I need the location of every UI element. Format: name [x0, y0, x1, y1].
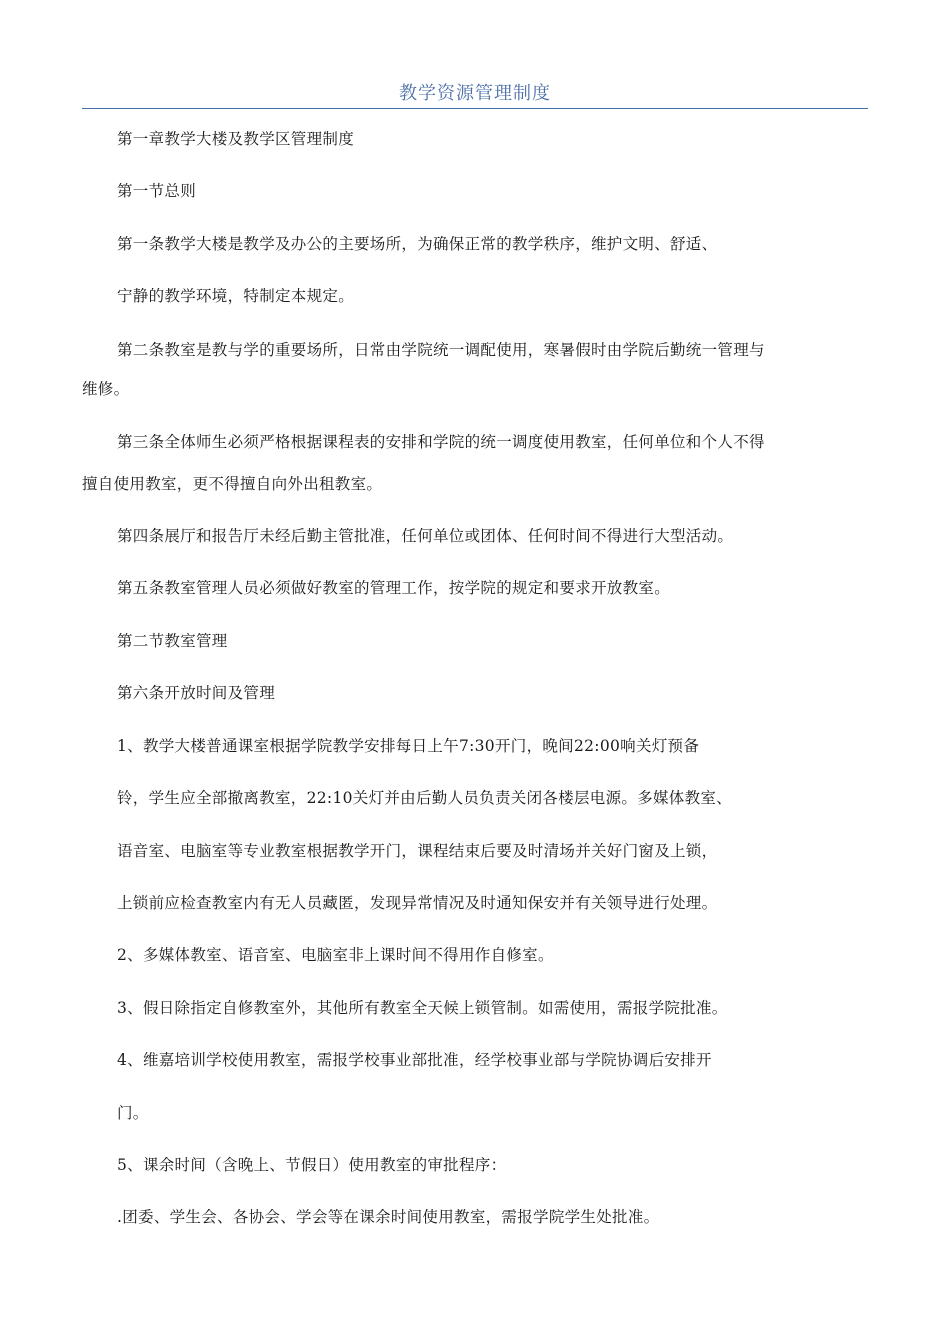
- paragraph-line: 第五条教室管理人员必须做好教室的管理工作，按学院的规定和要求开放教室。: [117, 579, 671, 597]
- list-item-line: 3、假日除指定自修教室外，其他所有教室全天候上锁管制。如需使用，需报学院批准。: [117, 999, 728, 1017]
- paragraph-line: 第三条全体师生必须严格根据课程表的安排和学院的统一调度使用教室，任何单位和个人不得: [117, 433, 765, 451]
- paragraph-line: 宁静的教学环境，特制定本规定。: [117, 287, 355, 305]
- paragraph-line: 第二条教室是教与学的重要场所，日常由学院统一调配使用，寒暑假时由学院后勤统一管理与: [117, 341, 765, 359]
- chapter-heading: 第一章教学大楼及教学区管理制度: [117, 130, 355, 148]
- list-item-line: 上锁前应检查教室内有无人员藏匿，发现异常情况及时通知保安并有关领导进行处理。: [117, 894, 718, 912]
- list-item-line: 铃，学生应全部撤离教室，22:10关灯并由后勤人员负责关闭各楼层电源。多媒体教室、: [117, 789, 732, 807]
- paragraph-line: 擅自使用教室，更不得擅自向外出租教室。: [82, 475, 383, 493]
- list-item-line: .团委、学生会、各协会、学会等在课余时间使用教室，需报学院学生处批准。: [117, 1208, 660, 1226]
- list-item-line: 1、教学大楼普通课室根据学院教学安排每日上午7:30开门，晚间22:00响关灯预备: [117, 737, 700, 755]
- section-heading: 第一节总则: [117, 182, 197, 200]
- list-item-line: 2、多媒体教室、语音室、电脑室非上课时间不得用作自修室。: [117, 946, 554, 964]
- list-item-line: 4、维嘉培训学校使用教室，需报学校事业部批准，经学校事业部与学院协调后安排开: [117, 1051, 712, 1069]
- document-title: 教学资源管理制度: [399, 83, 551, 104]
- article-heading: 第六条开放时间及管理: [117, 684, 276, 702]
- list-item-line: 5、课余时间（含晚上、节假日）使用教室的审批程序：: [117, 1156, 507, 1174]
- list-item-line: 门。: [117, 1104, 149, 1122]
- list-item-line: 语音室、电脑室等专业教室根据教学开门，课程结束后要及时清场并关好门窗及上锁，: [117, 842, 718, 860]
- page-header: [82, 80, 868, 110]
- section-heading: 第二节教室管理: [117, 632, 228, 650]
- header-divider: [82, 108, 868, 109]
- paragraph-line: 第四条展厅和报告厅未经后勤主管批准，任何单位或团体、任何时间不得进行大型活动。: [117, 527, 734, 545]
- paragraph-line: 维修。: [82, 380, 130, 398]
- paragraph-line: 第一条教学大楼是教学及办公的主要场所，为确保正常的教学秩序，维护文明、舒适、: [117, 235, 718, 253]
